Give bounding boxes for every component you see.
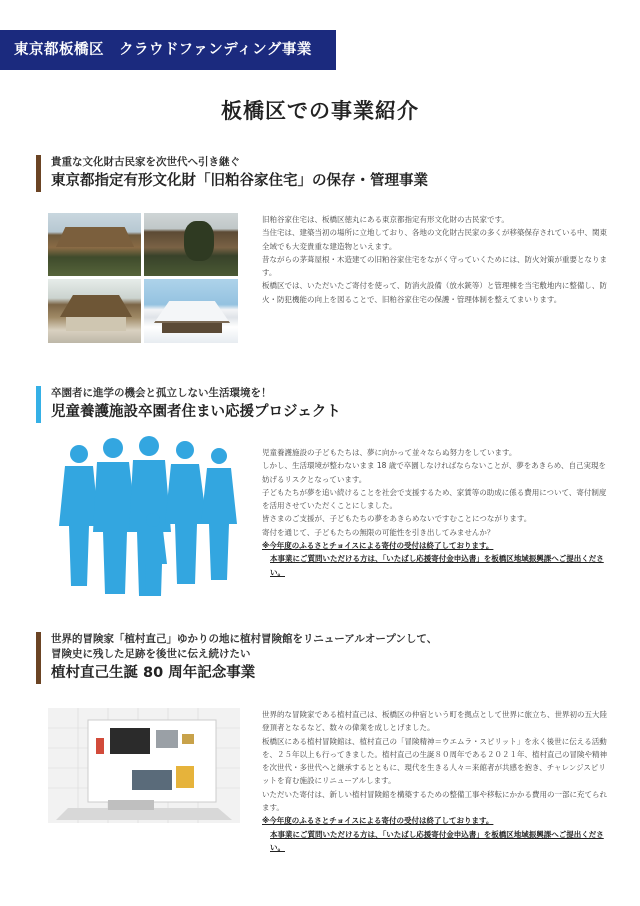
section2-paragraph: 児童養護施設の子どもたちは、夢に向かって並々ならぬ努力をしています。 (262, 448, 517, 457)
section3-notice (262, 814, 607, 854)
kasuya-house-photo-collage (48, 213, 238, 343)
section2-notice (262, 539, 607, 579)
section3-subtitle-line2: 冒険史に残した足跡を後世に伝え続けたい (51, 648, 251, 660)
section1-description (262, 213, 607, 306)
section3-description (262, 708, 607, 854)
section2-paragraph: 皆さまのご支援が、子どもたちの夢をあきらめないですむことにつながります。 (262, 514, 532, 524)
notice-line: ※今年度のふるさとチョイスによる寄付の受付は終了しております。 (262, 816, 494, 826)
section1-paragraph: 当住宅は、建築当初の場所に立地しており、各地の文化財古民家の多くが移築保存されている中、関東全域でも大変貴重な建造物といえます。 (262, 228, 607, 251)
section3-paragraph: いただいた寄付は、新しい植村冒険館を構築するための整備工事や移転にかかる費用の一部に充てられます。 (262, 789, 607, 813)
section3-heading (36, 632, 606, 684)
section2-subtitle: 卒園者に進学の機会と孤立しない生活環境を！ (51, 387, 272, 399)
house-interior-photo (144, 213, 238, 276)
section2-title: 児童養護施設卒園者住まい応援プロジェクト (51, 404, 341, 420)
section2-paragraph: 子どもたちが夢を追い続けることを社会で支援するため、家賃等の助成に係る費用について、寄付制度を活用させていただくことにしました。 (262, 487, 607, 511)
section1-paragraph: 旧粕谷家住宅は、板橋区徳丸にある東京都指定有形文化財の古民家です。 (262, 215, 509, 224)
notice-line: 本事業にご質問いただける方は、「いたばし応援寄付金申込書」を板橋区地域振興課へご提出ください。 (270, 554, 604, 577)
notice-line: ※今年度のふるさとチョイスによる寄付の受付は終了しております。 (262, 541, 494, 551)
thatched-house-summer-photo (48, 279, 141, 343)
family-silhouette-illustration (57, 436, 247, 596)
section3-paragraph: 世界的な冒険家である植村直己は、板橋区の仲宿という町を拠点として世界に旅立ち、世界初の五大陸登頂者となるなど、数々の偉業を成しとげました。 (262, 710, 607, 733)
page-title: 板橋区での事業紹介 (221, 99, 419, 123)
section3-subtitle-line1: 世界的冒険家「植村直己」ゆかりの地に植村冒険館をリニューアルオープンして、 (51, 633, 438, 645)
thatched-house-photo (48, 213, 141, 276)
header-banner: 東京都板橋区 クラウドファンディング事業 (0, 30, 336, 70)
section1-paragraph: 板橋区では、いただいたご寄付を使って、防消火設備（放水銃等）と管理棟を当宅敷地内に整備し、防火・防犯機能の向上を図ることで、旧粕谷家住宅の保護・管理体制を整えてまいります。 (262, 281, 607, 304)
section3-title: 植村直己生誕 80 周年記念事業 (51, 665, 256, 681)
section1-paragraph: 昔ながらの茅葺屋根・木造建ての旧粕谷家住宅をながく守っていくためには、防火対策が重要となります。 (262, 254, 607, 278)
section1-heading (36, 155, 606, 192)
museum-exhibit-rendering (48, 708, 240, 823)
section2-paragraph: しかし、生活環境が整わないまま 18 歳で卒園しなければならないことが、夢をあきらめ、自己実現を妨げるリスクとなっています。 (262, 461, 607, 484)
section2-heading (36, 386, 606, 423)
section1-title: 東京都指定有形文化財「旧粕谷家住宅」の保存・管理事業 (51, 173, 428, 189)
house-in-snow-photo (144, 279, 238, 343)
notice-line: 本事業にご質問いただける方は、「いたばし応援寄付金申込書」を板橋区地域振興課へご提出ください。 (270, 829, 604, 852)
section3-paragraph: 板橋区にある植村冒険館は、植村直己の「冒険精神＝ウエムラ・スピリット」を永く後世に伝える活動を、２５年以上も行ってきました。植村直己の生誕８０周年である２０２１年、植村直己の冒険や精神を次世代・多世代へと継承するとともに、現代を生きる人々＝来館者が共感を抱き、チャレンジスピリットを育む施設にリニューアルします。 (262, 736, 607, 786)
section1-subtitle: 貴重な文化財古民家を次世代へ引き継ぐ (51, 156, 240, 168)
section2-description (262, 446, 607, 579)
section2-paragraph: 寄付を通じて、子どもたちの無限の可能性を引き出してみませんか？ (262, 527, 495, 537)
